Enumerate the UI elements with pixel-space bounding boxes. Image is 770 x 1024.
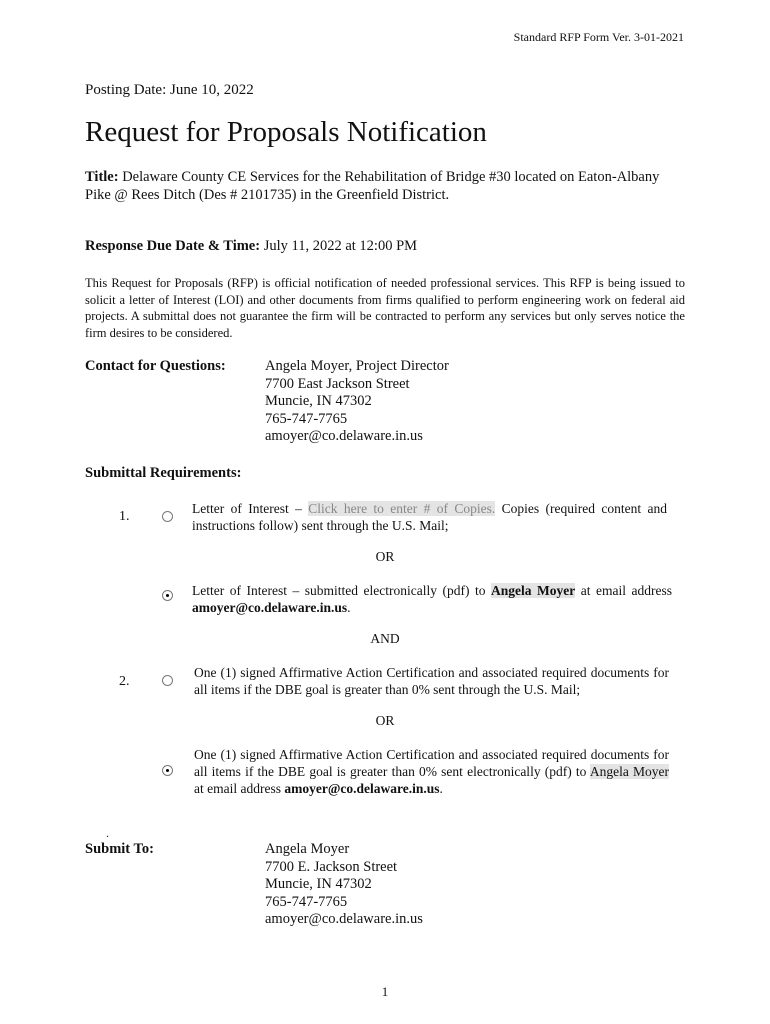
submit-email: amoyer@co.delaware.in.us xyxy=(265,911,423,927)
item2-mail-radio[interactable] xyxy=(162,675,173,686)
or-separator: OR xyxy=(375,549,395,564)
item1-electronic-option xyxy=(192,582,672,616)
item1-electronic-middle: at email address xyxy=(575,583,673,598)
submit-to-address xyxy=(265,841,423,929)
intro-paragraph: This Request for Proposals (RFP) is official notification of needed professional services. This RFP is being issued to solicit a letter of Interest (LOI) and other documents from firms qualified to perform engineering work on federal aid projects. A submittal does not guarantee the firm will be contracted to perform any services but only serves notice the firm desires to be considered. xyxy=(85,276,685,340)
contact-line: 7700 East Jackson Street xyxy=(265,375,410,392)
contact-line: Angela Moyer, Project Director xyxy=(265,358,449,374)
item2-mail-option: One (1) signed Affirmative Action Certification and associated required documents for all items if the DBE goal is greater than 0% sent through the U.S. Mail; xyxy=(194,665,669,697)
item2-email: amoyer@co.delaware.in.us xyxy=(284,781,440,796)
item2-end: . xyxy=(439,781,443,796)
response-due-value: July 11, 2022 at 12:00 PM xyxy=(263,238,418,254)
submit-line: 765-747-7765 xyxy=(265,893,348,910)
or-separator: OR xyxy=(375,713,395,728)
submit-line: Angela Moyer xyxy=(265,841,350,857)
item2-electronic-radio[interactable] xyxy=(162,765,173,776)
item1-mail-prefix: Letter of Interest – xyxy=(192,501,309,516)
item-number: 1. xyxy=(119,509,130,524)
contact-line: Muncie, IN 47302 xyxy=(265,393,372,409)
contact-email: amoyer@co.delaware.in.us xyxy=(265,428,423,444)
item2-contact-name: Angela Moyer xyxy=(589,764,669,779)
submit-line: Muncie, IN 47302 xyxy=(265,876,372,892)
and-separator: AND xyxy=(370,631,400,646)
submittal-heading: Submittal Requirements: xyxy=(85,465,242,481)
page-number: 1 xyxy=(381,984,389,999)
posting-date: Posting Date: June 10, 2022 xyxy=(85,82,254,98)
item1-electronic-radio[interactable] xyxy=(162,590,173,601)
submit-line: 7700 E. Jackson Street xyxy=(265,858,398,875)
item1-electronic-prefix: Letter of Interest – submitted electronically (pdf) to xyxy=(192,583,491,598)
item2-electronic-middle: at email address xyxy=(194,781,285,796)
rfp-title xyxy=(85,168,685,204)
item1-mail-suffix: Copies (required content and instructions follow) sent through the U.S. Mail; xyxy=(192,501,667,533)
form-version: Standard RFP Form Ver. 3-01-2021 xyxy=(513,30,684,44)
submit-to-label: Submit To: xyxy=(85,841,154,857)
stray-mark: . xyxy=(106,826,109,840)
item1-contact-name: Angela Moyer xyxy=(491,583,576,598)
contact-address xyxy=(265,358,449,446)
item-number: 2. xyxy=(119,674,130,689)
item1-end: . xyxy=(347,600,351,615)
item1-mail-option xyxy=(192,500,667,534)
page-title: Request for Proposals Notification xyxy=(85,116,487,148)
contact-line: 765-747-7765 xyxy=(265,410,348,427)
item2-electronic-option xyxy=(194,746,669,797)
response-due xyxy=(85,238,417,255)
response-due-label: Response Due Date & Time: xyxy=(85,238,261,254)
item2-electronic-prefix: One (1) signed Affirmative Action Certification and associated required documents for all items if the DBE goal is greater than 0% sent electronically (pdf) to xyxy=(194,747,669,779)
contact-label: Contact for Questions: xyxy=(85,358,226,374)
item1-mail-radio[interactable] xyxy=(162,511,173,522)
copies-input[interactable]: Click here to enter # of Copies. xyxy=(308,501,496,516)
title-label: Title: xyxy=(85,169,119,185)
title-text: Delaware County CE Services for the Rehabilitation of Bridge #30 located on Eaton-Albany Pike @ Rees Ditch (Des # 2101735) in the Greenfield District. xyxy=(85,169,660,203)
item1-email: amoyer@co.delaware.in.us xyxy=(192,600,348,615)
